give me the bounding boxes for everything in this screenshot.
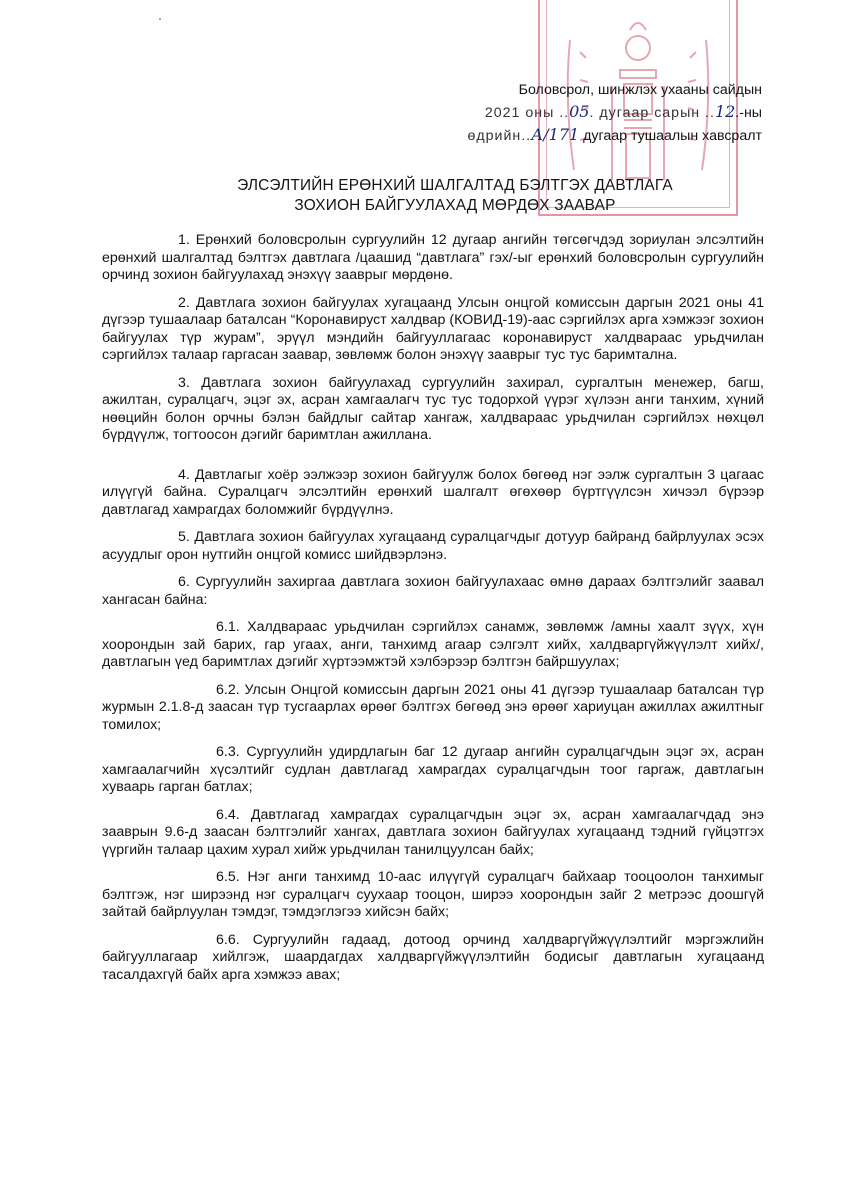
handwritten-day: 12 xyxy=(714,102,736,121)
paragraph-3: 3. Давтлага зохион байгуулахад сургуулийн захирал, сургалтын менежер, багш, ажилтан, суралцагч, эцэг эх, асран хамгаалагч тус тус тодорхой үүрэг хүлээн анги танхим, хүний нөөцийн болон орчны бэлэн байдлыг сайтар хангаж, халдвараас урьдчилан сэргийлэх нөхцөл бүрдүүлж, тогтоосон дэгийг баримтлан ажиллана. xyxy=(102,374,764,443)
attachment-reference xyxy=(452,80,762,147)
subitem-6-2: 6.2. Улсын Онцгой комиссын даргын 2021 оны 41 дүгээр тушаалаар баталсан түр журмын 2.1.8-д заасан түр тусгаарлах өрөөг бэлтгэх бөгөөд энэ өрөөг хариуцан ажиллах ажилтныг томилох; xyxy=(102,681,764,733)
paragraph-4: 4. Давтлагыг хоёр ээлжээр зохион байгуулж болох бөгөөд нэг ээлж сургалтын 3 цагаас илүүгүй байна. Суралцагч элсэлтийн ерөнхий шалгалт өгөхөөр бүртгүүлсэн хичээл бүрээр давтлагад хамрагдах боломжийг бүрдүүлнэ. xyxy=(102,466,764,518)
title-line-2: ЗОХИОН БАЙГУУЛАХАД МӨРДӨХ ЗААВАР xyxy=(294,197,616,214)
paragraph-1: 1. Ерөнхий боловсролын сургуулийн 12 дугаар ангийн төгсөгчдэд зориулан элсэлтийн ерөнхий шалгалтад бэлтгэх давтлага /цаашид “давтлага” гэх/-ыг ерөнхий боловсролын сургуулийн орчинд зохион байгуулахад энэхүү зааврыг мөрдөнө. xyxy=(102,232,764,283)
subitem-6-5: 6.5. Нэг анги танхимд 10-аас илүүгүй суралцагч байхаар тооцоолон танхимыг бэлтгэж, нэг ширээнд нэг суралцагч суухаар тооцон, ширээ хоорондын зайг 2 метрээс доошгүй зайтай байрлуулан тэмдэг, тэмдэглэгээ хийсэн байх; xyxy=(102,869,764,920)
scan-speck xyxy=(159,18,161,20)
subitem-6-3: 6.3. Сургуулийн удирдлагын баг 12 дугаар ангийн суралцагчдын эцэг эх, асран хамгаалагчийн хүсэлтийг судлан давтлагад хамрагдах суралцагчдын тоог гаргаж, давтлагын хуваарь гарган батлах; xyxy=(102,744,764,795)
paragraph-5: 5. Давтлага зохион байгуулах хугацаанд суралцагчдыг дотуур байранд байрлуулах эсэх асуудлыг орон нутгийн онцгой комисс шийдвэрлэнэ. xyxy=(102,529,764,563)
handwritten-order-number: А/171 xyxy=(531,125,580,144)
document-title xyxy=(160,176,750,216)
subitem-6-6: 6.6. Сургуулийн гадаад, дотоод орчинд халдваргүйжүүлэлтийг мэргэжлийн байгууллагаар хийлгэж, шаардагдах халдваргүйжүүлэлтийн бодисыг давтлагын хугацаанд тасалдахгүй байх арга хэмжээ авах; xyxy=(102,931,764,983)
handwritten-month: 05 xyxy=(569,102,590,121)
ref-line-minister: Боловсрол, шинжлэх ухааны сайдын xyxy=(518,82,762,98)
title-line-1: ЭЛСЭЛТИЙН ЕРӨНХИЙ ШАЛГАЛТАД БЭЛТГЭХ ДАВТЛАГА xyxy=(237,177,673,194)
ref-line-date: 2021 оны ..05. дугаар сарын ..12.-ны xyxy=(484,102,762,121)
subitem-6-1: 6.1. Халдвараас урьдчилан сэргийлэх санамж, зөвлөмж /амны хаалт зүүх, хүн хоорондын зай барих, гар угаах, анги, танхимд агаар сэлгэлт хийх, халдваргүйжүүлэлт хийх/, давтлагын үед баримтлах дэгийг хүртээмжтэй хэлбэрээр бэлтгэн байршуулах; xyxy=(102,619,764,670)
paragraph-6: 6. Сургуулийн захиргаа давтлага зохион байгуулахаас өмнө дараах бэлтгэлийг заавал хангасан байна: xyxy=(102,574,764,608)
ref-line-order: өдрийн..А/171 дугаар тушаалын хавсралт xyxy=(467,125,762,144)
subitem-6-4: 6.4. Давтлагад хамрагдах суралцагчдын эцэг эх, асран хамгаалагчдад энэ зааврын 9.6-д заасан бэлтгэлийг хангах, давтлага зохион байгуулах хугацаанд тэдний гүйцэтгэх үүргийн талаар цахим хурал хийж урьдчилан танилцуулсан байх; xyxy=(102,806,764,858)
instruction-body xyxy=(102,232,764,994)
paragraph-2: 2. Давтлага зохион байгуулах хугацаанд Улсын онцгой комиссын даргын 2021 оны 41 дүгээр тушаалаар баталсан “Коронавируст халдвар (КОВИД-19)-аас сэргийлэх арга хэмжээг зохион байгуулах түр журам”, эрүүл мэндийн байгууллагаас коронавируст халдвараас урьдчилан сэргийлэх талаар гаргасан заавар, зөвлөмж болон энэхүү зааврыг тус тус баримтална. xyxy=(102,294,764,363)
